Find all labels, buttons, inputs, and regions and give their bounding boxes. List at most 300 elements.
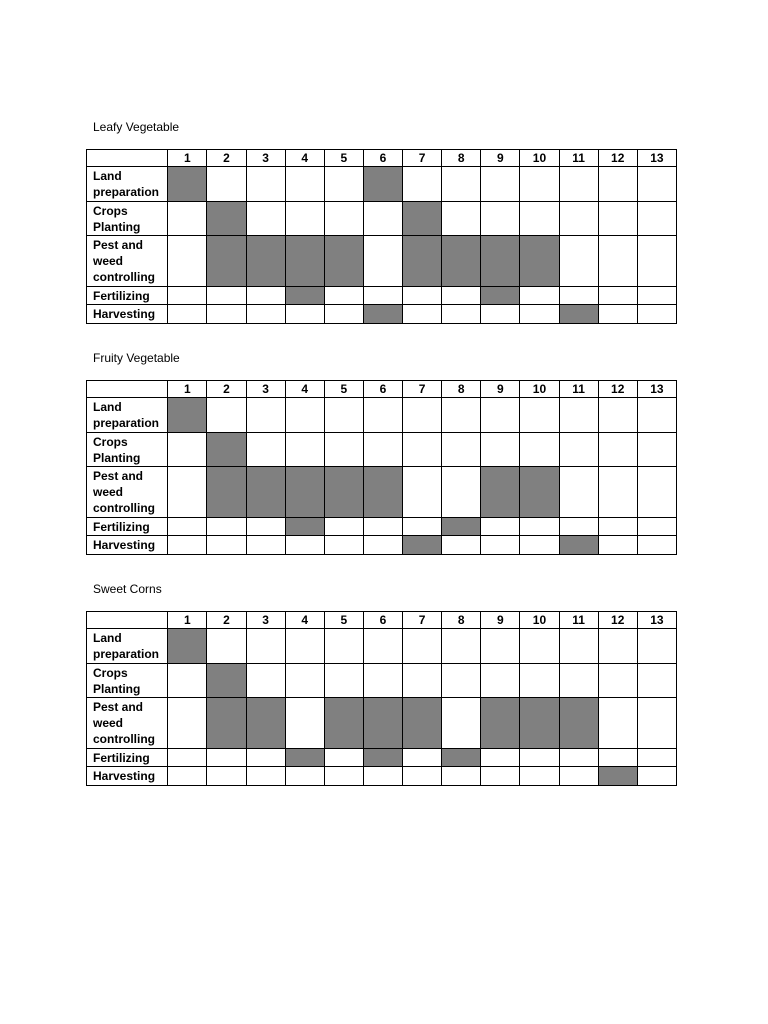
- schedule-cell-filled: [559, 536, 598, 555]
- activity-row-harvesting: [87, 536, 677, 555]
- schedule-cell-empty: [481, 767, 520, 786]
- schedule-cell-empty: [207, 629, 246, 664]
- header-corner-cell: [87, 381, 168, 398]
- schedule-cell-empty: [559, 433, 598, 467]
- schedule-cell-empty: [168, 664, 207, 698]
- schedule-cell-empty: [207, 518, 246, 536]
- schedule-cell-empty: [520, 629, 559, 664]
- schedule-cell-filled: [285, 518, 324, 536]
- schedule-cell-empty: [637, 664, 676, 698]
- section-title: Fruity Vegetable: [93, 351, 180, 365]
- schedule-cell-empty: [559, 167, 598, 202]
- period-header: 7: [403, 150, 442, 167]
- period-header: 11: [559, 381, 598, 398]
- activity-label: [87, 236, 168, 287]
- period-header: 9: [481, 381, 520, 398]
- period-header: 13: [637, 612, 676, 629]
- activity-row-fertilizing: [87, 287, 677, 305]
- schedule-cell-filled: [246, 467, 285, 518]
- schedule-cell-empty: [637, 287, 676, 305]
- schedule-cell-empty: [207, 167, 246, 202]
- schedule-cell-empty: [442, 202, 481, 236]
- schedule-table: [86, 380, 677, 555]
- activity-label: [87, 305, 168, 324]
- activity-row-land-preparation: [87, 398, 677, 433]
- schedule-cell-filled: [403, 536, 442, 555]
- schedule-cell-empty: [520, 305, 559, 324]
- schedule-cell-empty: [246, 287, 285, 305]
- schedule-cell-empty: [442, 467, 481, 518]
- activity-label: [87, 398, 168, 433]
- schedule-cell-empty: [246, 167, 285, 202]
- schedule-cell-filled: [207, 467, 246, 518]
- activity-label: [87, 433, 168, 467]
- schedule-cell-filled: [403, 236, 442, 287]
- schedule-cell-empty: [481, 202, 520, 236]
- schedule-cell-empty: [285, 536, 324, 555]
- activity-row-pest-weed-controlling: [87, 467, 677, 518]
- schedule-cell-empty: [246, 398, 285, 433]
- schedule-cell-empty: [324, 287, 363, 305]
- schedule-cell-filled: [363, 698, 402, 749]
- schedule-table: [86, 149, 677, 324]
- schedule-cell-empty: [637, 305, 676, 324]
- activity-label-line: Harvesting: [93, 769, 156, 783]
- schedule-cell-filled: [481, 236, 520, 287]
- schedule-cell-empty: [598, 398, 637, 433]
- schedule-cell-empty: [363, 202, 402, 236]
- schedule-cell-empty: [598, 536, 637, 555]
- schedule-cell-empty: [481, 398, 520, 433]
- schedule-table: [86, 611, 677, 786]
- activity-label-line: Pest and: [93, 700, 144, 714]
- schedule-cell-filled: [520, 698, 559, 749]
- activity-label-line: Land: [93, 169, 122, 183]
- period-header: 1: [168, 381, 207, 398]
- schedule-cell-empty: [363, 433, 402, 467]
- schedule-cell-filled: [168, 629, 207, 664]
- period-header: 6: [363, 612, 402, 629]
- schedule-cell-empty: [168, 767, 207, 786]
- schedule-cell-filled: [403, 202, 442, 236]
- schedule-cell-empty: [285, 698, 324, 749]
- schedule-cell-empty: [207, 536, 246, 555]
- period-header: 11: [559, 150, 598, 167]
- schedule-cell-empty: [403, 167, 442, 202]
- schedule-cell-filled: [207, 698, 246, 749]
- activity-row-pest-weed-controlling: [87, 236, 677, 287]
- schedule-cell-empty: [598, 467, 637, 518]
- period-header: 12: [598, 150, 637, 167]
- schedule-cell-empty: [442, 167, 481, 202]
- activity-label-line: preparation: [93, 647, 160, 661]
- schedule-cell-filled: [324, 698, 363, 749]
- activity-label-line: preparation: [93, 185, 160, 199]
- schedule-cell-empty: [559, 236, 598, 287]
- activity-label-line: Crops: [93, 203, 128, 218]
- schedule-cell-filled: [207, 202, 246, 236]
- schedule-cell-empty: [324, 664, 363, 698]
- schedule-cell-empty: [520, 433, 559, 467]
- schedule-cell-empty: [324, 536, 363, 555]
- activity-label: [87, 518, 168, 536]
- schedule-cell-empty: [520, 202, 559, 236]
- activity-label-line: Crops: [93, 434, 128, 449]
- schedule-cell-empty: [207, 767, 246, 786]
- activity-row-fertilizing: [87, 749, 677, 767]
- schedule-cell-empty: [598, 664, 637, 698]
- schedule-cell-empty: [363, 664, 402, 698]
- schedule-cell-empty: [442, 536, 481, 555]
- schedule-cell-empty: [324, 433, 363, 467]
- activity-label-line: controlling: [93, 270, 155, 284]
- schedule-cell-empty: [324, 305, 363, 324]
- schedule-cell-filled: [481, 467, 520, 518]
- schedule-cell-empty: [481, 433, 520, 467]
- activity-label-line: Planting: [93, 681, 141, 696]
- schedule-cell-filled: [520, 236, 559, 287]
- schedule-cell-filled: [168, 167, 207, 202]
- activity-label-line: preparation: [93, 416, 160, 430]
- schedule-cell-empty: [285, 167, 324, 202]
- activity-label: [87, 536, 168, 555]
- schedule-cell-empty: [598, 433, 637, 467]
- schedule-cell-empty: [637, 767, 676, 786]
- activity-row-pest-weed-controlling: [87, 698, 677, 749]
- activity-label-line: weed: [93, 254, 124, 268]
- header-corner-cell: [87, 612, 168, 629]
- schedule-cell-empty: [598, 749, 637, 767]
- schedule-cell-filled: [207, 236, 246, 287]
- schedule-cell-filled: [246, 698, 285, 749]
- schedule-cell-filled: [246, 236, 285, 287]
- schedule-cell-filled: [442, 749, 481, 767]
- activity-label-line: Pest and: [93, 238, 144, 252]
- schedule-cell-empty: [598, 698, 637, 749]
- schedule-cell-filled: [442, 518, 481, 536]
- schedule-cell-empty: [559, 664, 598, 698]
- schedule-cell-empty: [168, 236, 207, 287]
- schedule-cell-filled: [403, 698, 442, 749]
- schedule-cell-empty: [363, 536, 402, 555]
- activity-label-line: Fertilizing: [93, 288, 150, 303]
- schedule-cell-empty: [442, 664, 481, 698]
- section-title: Leafy Vegetable: [93, 120, 180, 134]
- schedule-cell-empty: [285, 305, 324, 324]
- schedule-cell-empty: [637, 467, 676, 518]
- schedule-cell-empty: [481, 536, 520, 555]
- activity-label: [87, 749, 168, 767]
- schedule-cell-empty: [324, 167, 363, 202]
- period-header: 13: [637, 150, 676, 167]
- schedule-cell-empty: [559, 767, 598, 786]
- period-header: 4: [285, 381, 324, 398]
- schedule-cell-empty: [246, 629, 285, 664]
- schedule-cell-empty: [246, 305, 285, 324]
- schedule-cell-empty: [168, 518, 207, 536]
- schedule-cell-empty: [246, 767, 285, 786]
- period-header: 8: [442, 612, 481, 629]
- schedule-cell-empty: [168, 305, 207, 324]
- schedule-cell-empty: [403, 287, 442, 305]
- activity-label-line: weed: [93, 485, 124, 499]
- schedule-cell-empty: [520, 167, 559, 202]
- schedule-cell-empty: [403, 518, 442, 536]
- schedule-cell-filled: [168, 398, 207, 433]
- activity-label-line: Planting: [93, 219, 141, 234]
- activity-label-line: Planting: [93, 450, 141, 465]
- schedule-cell-filled: [442, 236, 481, 287]
- schedule-cell-empty: [520, 664, 559, 698]
- schedule-cell-filled: [559, 305, 598, 324]
- schedule-cell-empty: [481, 664, 520, 698]
- header-row: [87, 381, 677, 398]
- schedule-cell-empty: [598, 167, 637, 202]
- schedule-cell-filled: [285, 467, 324, 518]
- schedule-cell-filled: [598, 767, 637, 786]
- activity-label-line: controlling: [93, 501, 155, 515]
- schedule-cell-empty: [168, 202, 207, 236]
- schedule-cell-empty: [246, 749, 285, 767]
- schedule-cell-empty: [246, 518, 285, 536]
- schedule-cell-empty: [442, 287, 481, 305]
- activity-label-line: Harvesting: [93, 538, 156, 552]
- schedule-cell-empty: [403, 467, 442, 518]
- period-header: 9: [481, 612, 520, 629]
- schedule-cell-empty: [403, 767, 442, 786]
- schedule-cell-empty: [246, 664, 285, 698]
- schedule-cell-empty: [559, 398, 598, 433]
- schedule-cell-empty: [598, 236, 637, 287]
- period-header: 10: [520, 381, 559, 398]
- schedule-cell-empty: [520, 767, 559, 786]
- schedule-cell-filled: [324, 467, 363, 518]
- activity-label-line: Pest and: [93, 469, 144, 483]
- schedule-cell-empty: [481, 518, 520, 536]
- schedule-cell-empty: [637, 749, 676, 767]
- schedule-cell-empty: [246, 536, 285, 555]
- activity-label-line: Land: [93, 400, 122, 414]
- schedule-cell-empty: [168, 749, 207, 767]
- activity-label-line: controlling: [93, 732, 155, 746]
- schedule-cell-empty: [324, 767, 363, 786]
- period-header: 5: [324, 381, 363, 398]
- period-header: 5: [324, 612, 363, 629]
- period-header: 3: [246, 381, 285, 398]
- schedule-cell-empty: [481, 629, 520, 664]
- activity-label-line: Fertilizing: [93, 750, 150, 765]
- schedule-cell-empty: [285, 629, 324, 664]
- period-header: 3: [246, 612, 285, 629]
- activity-label: [87, 664, 168, 698]
- schedule-cell-empty: [168, 536, 207, 555]
- schedule-cell-empty: [403, 433, 442, 467]
- activity-label: [87, 167, 168, 202]
- schedule-cell-empty: [442, 767, 481, 786]
- schedule-cell-filled: [363, 749, 402, 767]
- schedule-cell-empty: [559, 467, 598, 518]
- activity-row-land-preparation: [87, 629, 677, 664]
- activity-label-line: weed: [93, 716, 124, 730]
- schedule-cell-filled: [207, 433, 246, 467]
- activity-row-crops-planting: [87, 202, 677, 236]
- period-header: 8: [442, 150, 481, 167]
- schedule-cell-empty: [207, 398, 246, 433]
- header-row: [87, 612, 677, 629]
- schedule-cell-empty: [403, 749, 442, 767]
- period-header: 1: [168, 150, 207, 167]
- schedule-cell-empty: [363, 236, 402, 287]
- schedule-cell-empty: [207, 749, 246, 767]
- schedule-cell-empty: [168, 287, 207, 305]
- schedule-cell-empty: [285, 433, 324, 467]
- activity-row-crops-planting: [87, 433, 677, 467]
- schedule-cell-empty: [520, 518, 559, 536]
- schedule-cell-empty: [481, 305, 520, 324]
- schedule-cell-empty: [324, 518, 363, 536]
- schedule-cell-empty: [363, 287, 402, 305]
- period-header: 1: [168, 612, 207, 629]
- schedule-cell-empty: [403, 629, 442, 664]
- period-header: 4: [285, 150, 324, 167]
- activity-label-line: Harvesting: [93, 307, 156, 321]
- period-header: 6: [363, 150, 402, 167]
- schedule-cell-empty: [637, 518, 676, 536]
- schedule-cell-empty: [481, 167, 520, 202]
- schedule-cell-empty: [598, 305, 637, 324]
- activity-label-line: Land: [93, 631, 122, 645]
- activity-row-harvesting: [87, 305, 677, 324]
- schedule-cell-empty: [168, 698, 207, 749]
- header-row: [87, 150, 677, 167]
- period-header: 2: [207, 150, 246, 167]
- period-header: 12: [598, 612, 637, 629]
- schedule-cell-empty: [481, 749, 520, 767]
- activity-label-line: Fertilizing: [93, 519, 150, 534]
- schedule-cell-filled: [363, 167, 402, 202]
- header-corner-cell: [87, 150, 168, 167]
- schedule-cell-empty: [637, 236, 676, 287]
- schedule-cell-empty: [246, 433, 285, 467]
- schedule-cell-empty: [442, 305, 481, 324]
- activity-row-fertilizing: [87, 518, 677, 536]
- period-header: 8: [442, 381, 481, 398]
- period-header: 11: [559, 612, 598, 629]
- schedule-cell-empty: [363, 767, 402, 786]
- schedule-cell-empty: [520, 398, 559, 433]
- period-header: 2: [207, 381, 246, 398]
- schedule-cell-empty: [363, 629, 402, 664]
- schedule-cell-empty: [363, 398, 402, 433]
- schedule-cell-empty: [520, 749, 559, 767]
- schedule-cell-empty: [520, 536, 559, 555]
- schedule-cell-empty: [559, 749, 598, 767]
- schedule-cell-filled: [285, 749, 324, 767]
- schedule-cell-empty: [403, 305, 442, 324]
- activity-row-harvesting: [87, 767, 677, 786]
- activity-label: [87, 698, 168, 749]
- period-header: 6: [363, 381, 402, 398]
- schedule-cell-filled: [559, 698, 598, 749]
- activity-label: [87, 767, 168, 786]
- schedule-cell-filled: [285, 287, 324, 305]
- schedule-cell-empty: [403, 664, 442, 698]
- period-header: 9: [481, 150, 520, 167]
- activity-label: [87, 629, 168, 664]
- schedule-cell-empty: [324, 398, 363, 433]
- activity-row-land-preparation: [87, 167, 677, 202]
- schedule-cell-empty: [598, 202, 637, 236]
- schedule-cell-empty: [168, 467, 207, 518]
- period-header: 5: [324, 150, 363, 167]
- schedule-cell-filled: [520, 467, 559, 518]
- period-header: 3: [246, 150, 285, 167]
- schedule-cell-empty: [442, 398, 481, 433]
- schedule-cell-empty: [559, 287, 598, 305]
- activity-label: [87, 202, 168, 236]
- schedule-cell-filled: [207, 664, 246, 698]
- schedule-cell-empty: [207, 305, 246, 324]
- period-header: 4: [285, 612, 324, 629]
- period-header: 12: [598, 381, 637, 398]
- schedule-cell-empty: [285, 398, 324, 433]
- schedule-cell-empty: [442, 698, 481, 749]
- period-header: 10: [520, 612, 559, 629]
- schedule-cell-filled: [285, 236, 324, 287]
- schedule-cell-empty: [246, 202, 285, 236]
- schedule-cell-empty: [637, 433, 676, 467]
- activity-row-crops-planting: [87, 664, 677, 698]
- schedule-cell-filled: [481, 287, 520, 305]
- schedule-cell-empty: [285, 664, 324, 698]
- period-header: 13: [637, 381, 676, 398]
- schedule-cell-empty: [285, 767, 324, 786]
- schedule-cell-empty: [324, 629, 363, 664]
- period-header: 10: [520, 150, 559, 167]
- schedule-cell-filled: [324, 236, 363, 287]
- schedule-cell-empty: [637, 698, 676, 749]
- activity-label: [87, 467, 168, 518]
- schedule-cell-empty: [442, 433, 481, 467]
- schedule-cell-filled: [363, 305, 402, 324]
- schedule-cell-empty: [637, 398, 676, 433]
- schedule-cell-empty: [559, 202, 598, 236]
- schedule-cell-empty: [442, 629, 481, 664]
- schedule-cell-empty: [637, 629, 676, 664]
- schedule-cell-empty: [324, 202, 363, 236]
- period-header: 7: [403, 612, 442, 629]
- period-header: 7: [403, 381, 442, 398]
- schedule-cell-empty: [598, 518, 637, 536]
- schedule-cell-empty: [598, 629, 637, 664]
- schedule-cell-filled: [481, 698, 520, 749]
- activity-label: [87, 287, 168, 305]
- schedule-cell-empty: [207, 287, 246, 305]
- schedule-cell-empty: [168, 433, 207, 467]
- schedule-cell-empty: [637, 536, 676, 555]
- schedule-cell-empty: [403, 398, 442, 433]
- schedule-cell-filled: [363, 467, 402, 518]
- section-title: Sweet Corns: [93, 582, 162, 596]
- schedule-cell-empty: [598, 287, 637, 305]
- schedule-cell-empty: [363, 518, 402, 536]
- schedule-cell-empty: [285, 202, 324, 236]
- schedule-cell-empty: [637, 167, 676, 202]
- schedule-cell-empty: [559, 518, 598, 536]
- schedule-cell-empty: [559, 629, 598, 664]
- activity-label-line: Crops: [93, 665, 128, 680]
- schedule-cell-empty: [520, 287, 559, 305]
